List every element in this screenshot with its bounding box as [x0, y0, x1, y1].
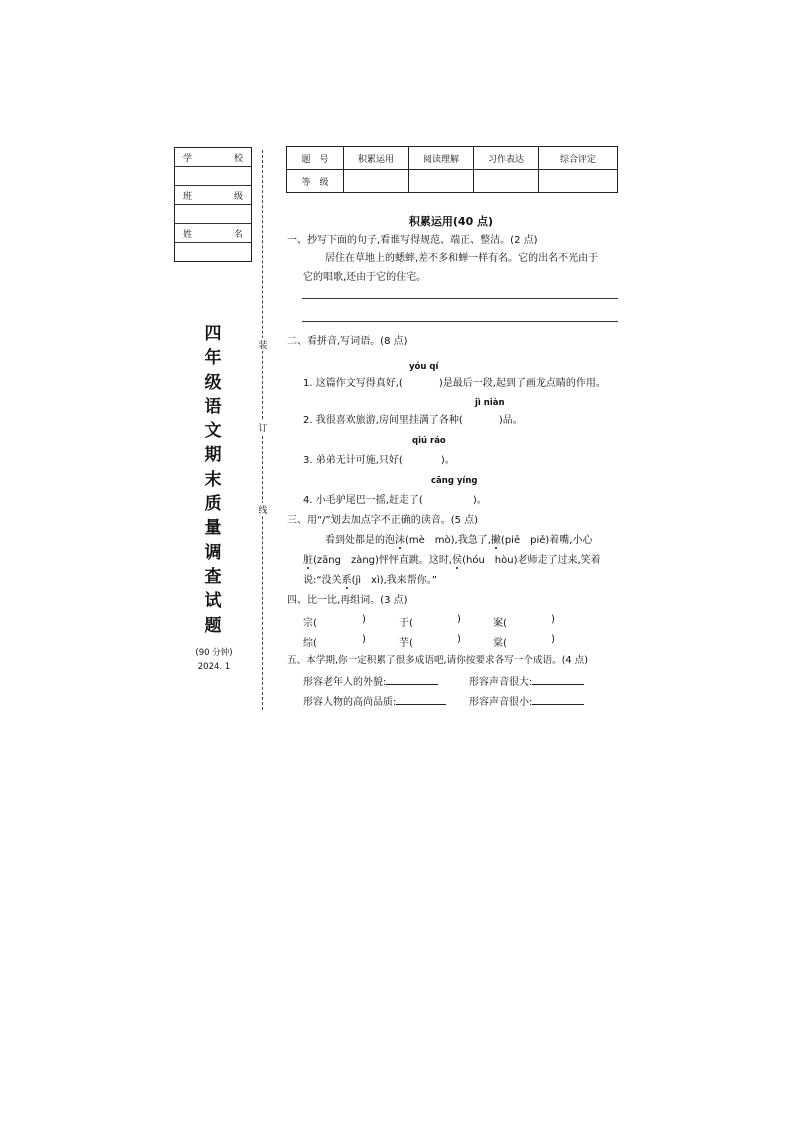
q3-line-3: [303, 574, 437, 588]
q5-item-2-label: 形容声音很大:: [469, 677, 533, 688]
grade-label-cell: 等 级: [287, 170, 344, 193]
q4-r1-c3-close[interactable]: ): [551, 614, 555, 625]
q5-title: 五、本学期,你一定积累了很多成语吧,请你按要求各写一个成语。(4 点): [287, 655, 588, 666]
title-char: 四: [204, 324, 222, 344]
q4-r1-c3-open: 案(: [493, 618, 507, 629]
q3-dotted-char-2: 撇: [490, 535, 501, 546]
q1-writing-line-2[interactable]: [302, 321, 618, 322]
q5-item-2: [469, 674, 584, 690]
exam-title-vertical: [200, 322, 226, 638]
q2-item-1: [303, 377, 606, 391]
title-char: 级: [204, 372, 222, 393]
q3-l3-a: 说:“没关: [303, 575, 342, 586]
q1-text-line1: 居住在草地上的蟋蟀,差不多和蝉一样有名。它的出名不光由于: [325, 253, 599, 264]
q5-item-4-blank[interactable]: [532, 694, 584, 705]
grade-cell[interactable]: [344, 170, 409, 193]
q4-r2-c2-close[interactable]: ): [457, 634, 461, 645]
title-char: 期: [204, 445, 222, 466]
q5-item-3: [303, 694, 446, 710]
name-label-b: 名: [233, 229, 243, 240]
class-row: [175, 186, 251, 205]
title-char: 试: [204, 591, 222, 612]
q4-r2-c3-close[interactable]: ): [551, 634, 555, 645]
q2-item-1-after: )是最后一段,起到了画龙点睛的作用。: [438, 378, 606, 389]
header-cell: 习作表达: [474, 147, 539, 170]
q1-title: 一、抄写下面的句子,看谁写得规范、端正、整洁。(2 点): [287, 235, 538, 246]
q2-item-1-before: 1. 这篇作文写得真好,(: [303, 378, 403, 389]
q2-item-3-after: )。: [440, 455, 455, 466]
q3-l2-b[interactable]: (hóu hòu)老师走了过来,笑着: [462, 555, 601, 566]
title-char: 年: [204, 348, 222, 369]
q2-item-2-after: )品。: [498, 415, 523, 426]
q5-item-4-label: 形容声音很小:: [469, 697, 533, 708]
title-char: 末: [204, 469, 222, 490]
title-char: 题: [204, 615, 222, 636]
student-info-box: [174, 147, 252, 262]
grade-cell[interactable]: [474, 170, 539, 193]
header-cell: 积累运用: [344, 147, 409, 170]
name-row: [175, 224, 251, 243]
q5-item-1: [303, 674, 438, 690]
q3-dotted-char-4: 侯: [452, 555, 463, 566]
q4-r1-c2-open: 于(: [399, 618, 413, 629]
q2-pinyin-4: cāng yíng: [431, 476, 478, 486]
q4-r2-c1-close[interactable]: ): [362, 634, 366, 645]
q4-r1-c1-close[interactable]: ): [362, 614, 366, 625]
q3-title: 三、用“/”划去加点字不正确的读音。(5 点): [287, 515, 479, 526]
title-char: 质: [204, 494, 222, 515]
name-field[interactable]: [175, 243, 251, 261]
exam-duration: (90 分钟): [195, 648, 233, 658]
q5-item-1-blank[interactable]: [386, 674, 438, 685]
q3-l3-b[interactable]: (jì xì),我来帮你。”: [351, 575, 437, 586]
q2-item-2: [303, 414, 523, 428]
q5-item-3-blank[interactable]: [396, 694, 446, 705]
q1-writing-line-1[interactable]: [302, 298, 618, 299]
q4-r1-c2-close[interactable]: ): [457, 614, 461, 625]
class-label-a: 班: [183, 191, 193, 202]
title-char: 查: [204, 566, 222, 587]
title-char: 文: [204, 421, 222, 442]
q2-item-3-before: 3. 弟弟无计可施,只好(: [303, 455, 403, 466]
school-row: [175, 148, 251, 167]
grade-cell[interactable]: [409, 170, 474, 193]
q4-r2-c3-open: 棠(: [493, 638, 507, 649]
school-field[interactable]: [175, 167, 251, 186]
q3-l1-b[interactable]: (mè mò),我急了,: [405, 535, 491, 546]
q2-item-4-after: )。: [472, 495, 487, 506]
class-label-b: 级: [233, 191, 243, 202]
q5-item-4: [469, 694, 584, 710]
q4-r2-c1-open: 综(: [303, 638, 317, 649]
q2-pinyin-3: qiú ráo: [412, 436, 446, 446]
binding-char-zhuang: 装: [256, 338, 270, 351]
q4-title: 四、比一比,再组词。(3 点): [287, 595, 408, 606]
score-table: [286, 146, 618, 193]
score-header-row: [287, 147, 618, 170]
class-field[interactable]: [175, 205, 251, 224]
title-char: 量: [204, 518, 222, 539]
q3-dotted-char-1: 沫: [395, 535, 405, 546]
exam-date: 2024. 1: [197, 662, 231, 672]
q3-l1-a: 看到处都是的泡: [325, 535, 395, 546]
section-title: 积累运用(40 点): [408, 215, 494, 228]
q2-pinyin-2: jì niàn: [475, 398, 505, 408]
header-cell: 题 号: [287, 147, 344, 170]
q1-text-line2: 它的唱歌,还由于它的住宅。: [303, 272, 427, 283]
header-cell: 阅读理解: [409, 147, 474, 170]
school-label-b: 校: [233, 153, 243, 164]
grade-cell[interactable]: [539, 170, 618, 193]
q2-pinyin-1: yóu qí: [409, 362, 439, 372]
q5-item-2-blank[interactable]: [532, 674, 584, 685]
binding-char-xian: 线: [256, 503, 270, 516]
school-label-a: 学: [183, 153, 193, 164]
q5-item-3-label: 形容人物的高尚品质:: [303, 697, 397, 708]
q2-title: 二、看拼音,写词语。(8 点): [287, 336, 408, 347]
q3-dotted-char-5: 系: [341, 575, 352, 586]
binding-char-ding: 订: [256, 421, 270, 434]
q3-line-1: [325, 534, 592, 548]
exam-meta: [186, 646, 242, 674]
q4-r2-c2-open: 芋(: [399, 638, 413, 649]
q3-dotted-char-3: 脏: [303, 555, 313, 566]
score-grade-row: [287, 170, 618, 193]
title-char: 调: [204, 542, 222, 563]
q5-item-1-label: 形容老年人的外貌:: [303, 677, 387, 688]
header-cell: 综合评定: [539, 147, 618, 170]
q2-item-2-before: 2. 我很喜欢旅游,房间里挂满了各种(: [303, 415, 463, 426]
title-char: 语: [204, 396, 222, 417]
q3-l2-a[interactable]: (zāng zàng)怦怦直跳。这时,: [313, 555, 453, 566]
q2-item-3: [303, 454, 455, 468]
q2-item-4-before: 4. 小毛驴尾巴一摇,赶走了(: [303, 495, 423, 506]
q2-item-4: [303, 494, 487, 508]
q4-r1-c1-open: 宗(: [303, 618, 317, 629]
q3-line-2: [303, 554, 601, 568]
q3-l1-c[interactable]: (piē piě)着嘴,小心: [500, 535, 593, 546]
name-label-a: 姓: [183, 229, 193, 240]
